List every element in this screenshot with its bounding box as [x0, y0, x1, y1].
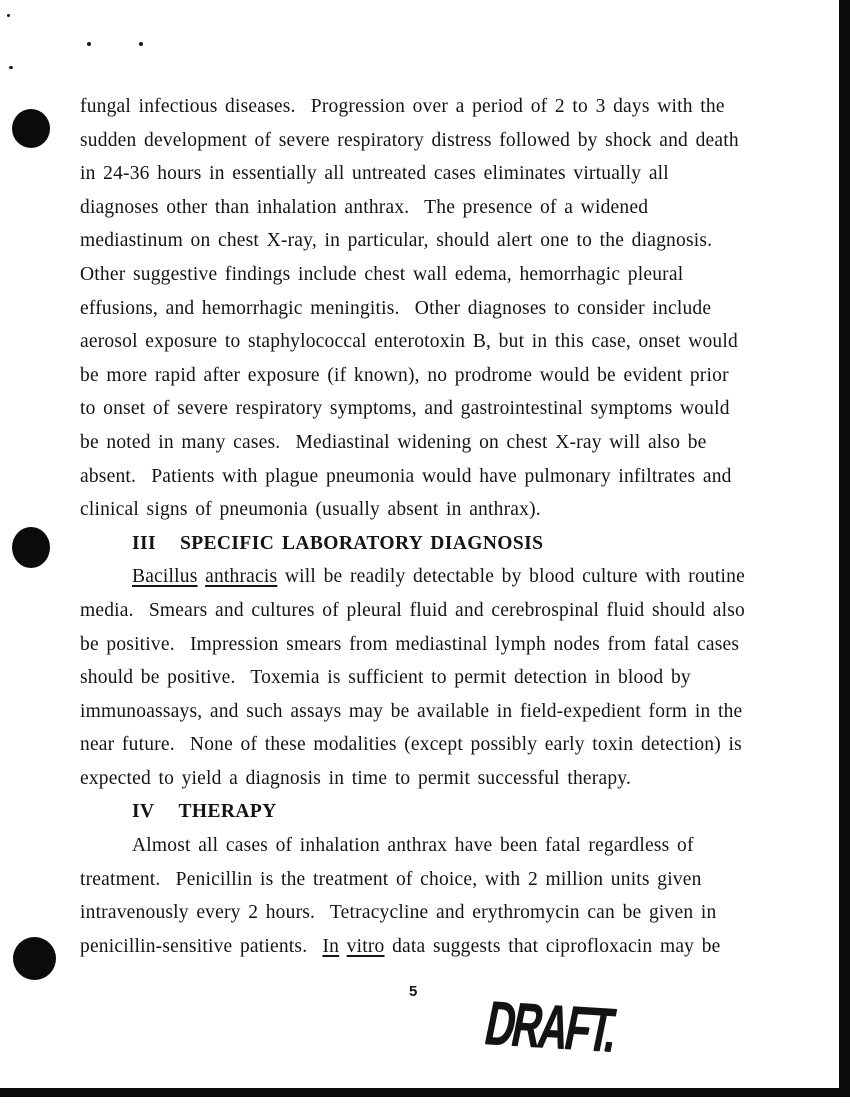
- section-heading: [80, 527, 776, 561]
- text-segment: should be positive. Toxemia is sufficient to permit detection in blood by: [80, 667, 691, 689]
- text-segment: be more rapid after exposure (if known), no prodrome would be evident prior: [80, 364, 729, 386]
- text-line: [80, 695, 776, 729]
- text-line: [80, 157, 776, 191]
- text-segment: mediastinum on chest X-ray, in particular, should alert one to the diagnosis.: [80, 230, 713, 252]
- text-segment: fungal infectious diseases. Progression over a period of 2 to 3 days with the: [80, 96, 725, 117]
- text-line: [80, 560, 776, 594]
- text-line: [80, 258, 776, 292]
- text-line: [80, 762, 776, 796]
- draft-stamp: DRAFT.: [479, 987, 622, 1065]
- text-segment: in 24-36 hours in essentially all untreated cases eliminates virtually all: [80, 163, 669, 185]
- document-body: [80, 90, 776, 963]
- heading-title: SPECIFIC LABORATORY DIAGNOSIS: [179, 532, 544, 554]
- text-line: [80, 661, 776, 695]
- underlined-term: In: [322, 935, 340, 957]
- text-line: [80, 896, 776, 930]
- text-segment: be positive. Impression smears from mediastinal lymph nodes from fatal cases: [80, 633, 740, 655]
- text-segment: Almost all cases of inhalation anthrax have been fatal regardless of: [132, 835, 694, 857]
- text-segment: [198, 566, 206, 587]
- text-line: [80, 493, 776, 527]
- text-line: [80, 392, 776, 426]
- scan-artifact: [139, 42, 143, 46]
- underlined-term: anthracis: [205, 566, 278, 588]
- text-segment: aerosol exposure to staphylococcal enterotoxin B, but in this case, onset would: [80, 331, 738, 353]
- text-line: [80, 292, 776, 326]
- heading-numeral: IV: [132, 801, 155, 823]
- text-line: [80, 426, 776, 460]
- text-segment: absent. Patients with plague pneumonia would have pulmonary infiltrates and: [80, 465, 732, 487]
- hole-punch: [12, 109, 50, 148]
- text-segment: immunoassays, and such assays may be available in field-expedient form in the: [80, 700, 743, 722]
- text-segment: treatment. Penicillin is the treatment of choice, with 2 million units given: [80, 868, 702, 890]
- scan-edge-right: [839, 0, 850, 1097]
- text-line: [80, 90, 776, 124]
- text-segment: Other suggestive findings include chest wall edema, hemorrhagic pleural: [80, 263, 684, 285]
- text-segment: expected to yield a diagnosis in time to permit successful therapy.: [80, 767, 632, 789]
- text-segment: [339, 936, 347, 957]
- text-line: [80, 628, 776, 662]
- text-segment: diagnoses other than inhalation anthrax. The presence of a widened: [80, 196, 649, 218]
- underlined-term: vitro: [346, 935, 385, 957]
- page-number: 5: [409, 983, 418, 1000]
- text-line: [80, 930, 776, 964]
- text-line: [80, 863, 776, 897]
- text-segment: data suggests that ciprofloxacin may be: [384, 935, 721, 957]
- text-segment: effusions, and hemorrhagic meningitis. Other diagnoses to consider include: [80, 297, 712, 319]
- text-segment: be noted in many cases. Mediastinal widening on chest X-ray will also be: [80, 431, 707, 453]
- heading-numeral: III: [132, 532, 156, 554]
- text-segment: media. Smears and cultures of pleural fluid and cerebrospinal fluid should also: [80, 599, 745, 621]
- text-line: [80, 594, 776, 628]
- scan-edge-bottom: [0, 1088, 850, 1097]
- text-line: [80, 325, 776, 359]
- heading-title: THERAPY: [178, 801, 277, 823]
- text-segment: clinical signs of pneumonia (usually absent in anthrax).: [80, 499, 541, 521]
- text-line: [80, 224, 776, 258]
- text-segment: penicillin-sensitive patients.: [80, 935, 323, 957]
- section-heading: [80, 795, 776, 829]
- hole-punch: [13, 937, 56, 980]
- scan-artifact: [7, 14, 10, 17]
- text-line: [80, 124, 776, 158]
- text-segment: sudden development of severe respiratory distress followed by shock and death: [80, 129, 739, 151]
- text-segment: intravenously every 2 hours. Tetracycline and erythromycin can be given in: [80, 902, 717, 924]
- text-segment: near future. None of these modalities (except possibly early toxin detection) is: [80, 734, 742, 756]
- scan-artifact: [9, 66, 13, 69]
- text-segment: to onset of severe respiratory symptoms, and gastrointestinal symptoms would: [80, 398, 730, 420]
- text-segment: will be readily detectable by blood culture with routine: [277, 566, 745, 588]
- hole-punch: [12, 527, 50, 568]
- scan-artifact: [87, 42, 91, 46]
- text-line: [80, 191, 776, 225]
- text-line: [80, 460, 776, 494]
- text-line: [80, 829, 776, 863]
- underlined-term: Bacillus: [132, 566, 198, 588]
- text-line: [80, 728, 776, 762]
- text-line: [80, 359, 776, 393]
